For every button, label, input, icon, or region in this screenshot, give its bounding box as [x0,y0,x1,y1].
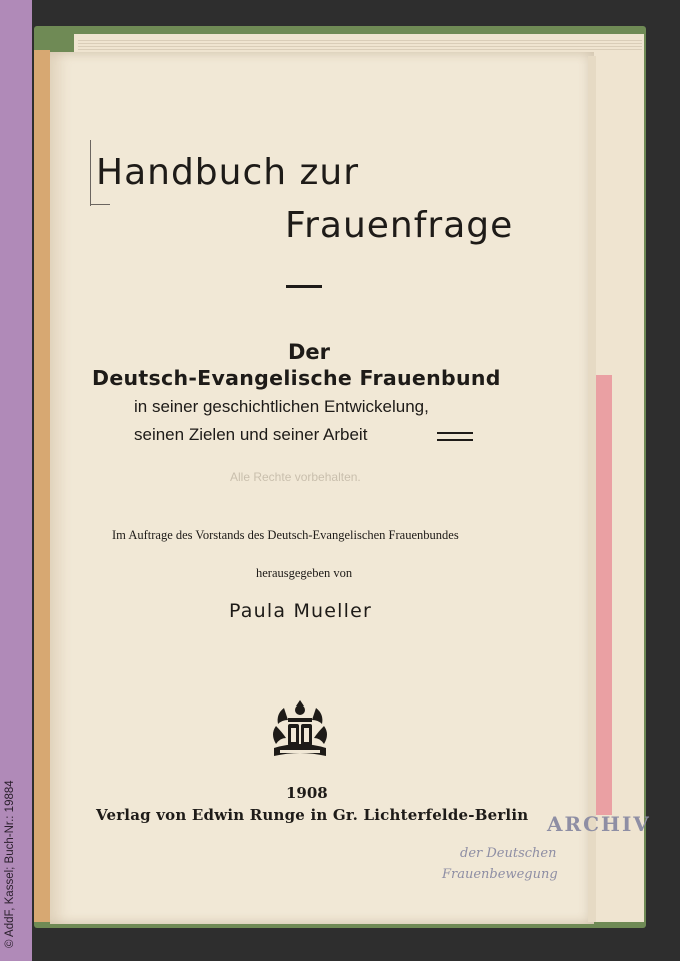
subtitle-line-2: seinen Zielen und seiner Arbeit [134,425,368,444]
publisher-line: Verlag von Edwin Runge in Gr. Lichterfelde-Berlin [96,806,529,824]
editor-name: Paula Mueller [229,600,373,622]
archive-stamp [442,812,651,892]
title-page-edge [588,56,596,922]
stamp-line-3: Frauenbewegung [442,867,558,882]
stamp-line-1: ARCHIV [547,812,651,836]
page-edges [78,40,642,50]
subtitle-der: Der [288,340,331,364]
double-rule [437,432,473,441]
title-line-1: Handbuch zur [96,152,360,193]
credit-strip [0,0,32,961]
subtitle-line-1: in seiner geschichtlichen Entwickelung, [134,397,429,416]
subtitle-frauenbund: Deutsch-Evangelische Frauenbund [92,366,501,390]
show-through-text: Alle Rechte vorbehalten. [230,470,361,484]
commission-line: Im Auftrage des Vorstands des Deutsch-Evangelischen Frauenbundes [112,528,459,542]
copyright-credit: © AddF, Kassel; Buch-Nr.: 19884 [4,780,16,948]
pencil-mark-tick [90,204,110,206]
stamp-line-2: der Deutschen [460,846,557,861]
title-line-2: Frauenfrage [285,205,514,246]
title-divider [286,285,322,288]
publisher-emblem-icon [266,698,334,764]
edited-by-line: herausgegeben von [256,566,353,580]
book-spine [34,50,50,922]
publication-year: 1908 [286,784,328,802]
pencil-mark [90,140,94,206]
